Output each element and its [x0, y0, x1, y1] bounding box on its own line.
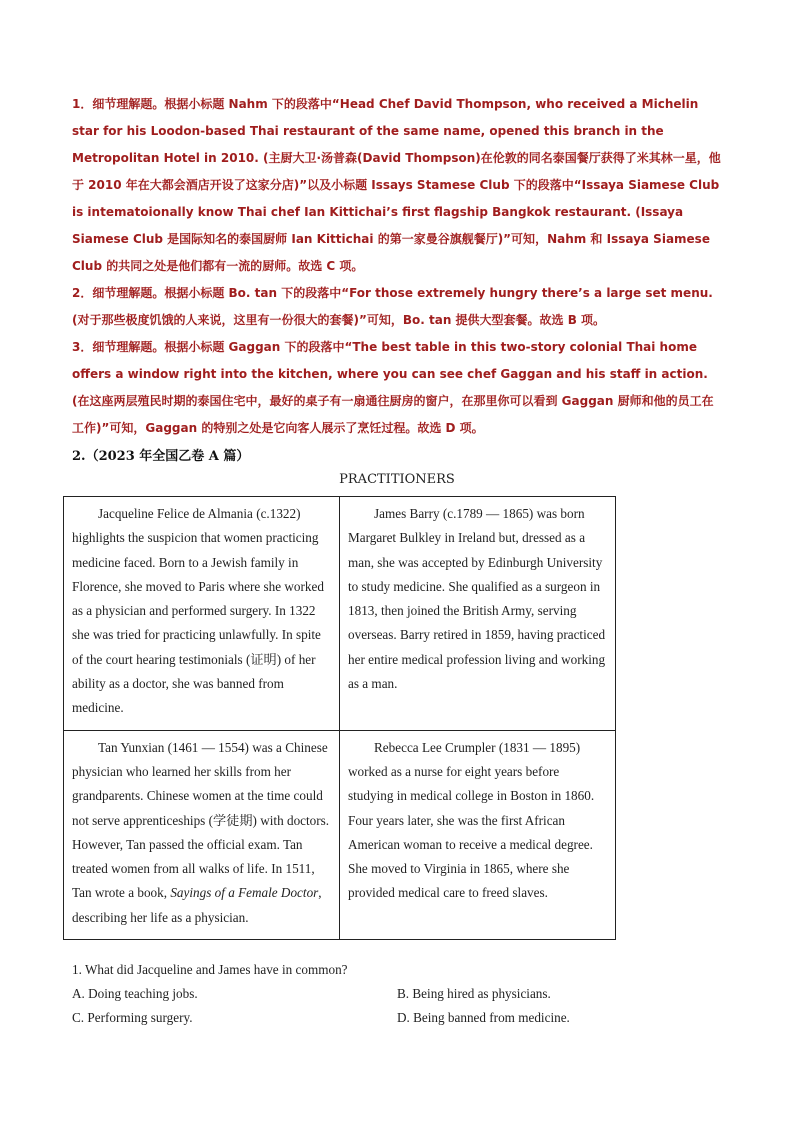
table-row [64, 730, 616, 939]
option-a[interactable]: A. Doing teaching jobs. [72, 986, 198, 1001]
option-d[interactable]: D. Being banned from medicine. [397, 1010, 570, 1025]
practitioner-cell-tan [64, 730, 340, 939]
practitioner-text: Tan Yunxian (1461 — 1554) was a Chinese physician who learned her skills from her grandparents. Chinese women at the time could not serve apprenticeships (学徒期) with doctors. However, Tan passed the official exam. Tan treated women from all walks of life. In 1511, Tan wrote a book, [72, 739, 330, 901]
answer-explanations [72, 91, 722, 442]
answer-options [72, 982, 692, 1030]
practitioner-cell-almania [64, 497, 340, 731]
practitioners-table [63, 496, 616, 940]
practitioner-text-tail: , describing her life as a physician. [72, 885, 322, 925]
practitioner-text: Jacqueline Felice de Almania (c.1322) highlights the suspicion that women practicing medicine faced. Born to a Jewish family in Florence, she moved to Paris where she worked as a physician and performed surgery. In 1322 she was tried for practicing unlawfully. In spite of the court hearing testimonials (证明) of her ability as a doctor, she was banned from medicine. [72, 506, 324, 716]
practitioner-cell-crumpler [340, 730, 616, 939]
option-b[interactable]: B. Being hired as physicians. [397, 986, 551, 1001]
question-stem: 1. What did Jacqueline and James have in common? [72, 962, 348, 977]
answer-explanation-2: 2．细节理解题。根据小标题 Bo. tan 下的段落中“For those extremely hungry there’s a large set menu. (对于那些极度饥饿的人来说，这里有一份很大的套餐)”可知，Bo. tan 提供大型套餐。故选 B 项。 [72, 286, 713, 327]
book-title: Sayings of a Female Doctor [170, 885, 319, 901]
question-block [72, 958, 692, 1030]
passage-title: PRACTITIONERS [339, 472, 455, 487]
practitioner-text: Rebecca Lee Crumpler (1831 — 1895) worked as a nurse for eight years before studying in medical college in Boston in 1860. Four years later, she was the first African American woman to receive a medical degree. She moved to Virginia in 1865, where she provided medical care to freed slaves. [348, 739, 595, 901]
table-row [64, 497, 616, 731]
answer-explanation-1: 1．细节理解题。根据小标题 Nahm 下的段落中“Head Chef David Thompson, who received a Michelin star for his Loodon-based Thai restaurant of the same name, opened this branch in the Metropolitan Hotel in 2010. (主厨大卫·汤普森(David Thompson)在伦敦的同名泰国餐厅获得了米其林一星，他于 2010 年在大都会酒店开设了这家分店)”以及小标题 Issays Stamese Club 下的段落中“Issaya Siamese Club is intematoionally know Thai chef Ian Kittichai’s first flagship Bangkok restaurant. (Issaya Siamese Club 是国际知名的泰国厨师 Ian Kittichai 的第一家曼谷旗舰餐厅)”可知，Nahm 和 Issaya Siamese Club 的共同之处是他们都有一流的厨师。故选 C 项。 [72, 97, 721, 273]
practitioner-cell-barry [340, 497, 616, 731]
question-heading: 2.（2023 年全国乙卷 A 篇） [72, 449, 250, 464]
answer-explanation-3: 3．细节理解题。根据小标题 Gaggan 下的段落中“The best table in this two-story colonial Thai home offers a window right into the kitchen, where you can see chef Gaggan and his staff in action. (在这座两层殖民时期的泰国住宅中，最好的桌子有一扇通往厨房的窗户，在那里你可以看到 Gaggan 厨师和他的员工在工作)”可知，Gaggan 的特别之处是它向客人展示了烹饪过程。故选 D 项。 [72, 340, 714, 435]
practitioner-text: James Barry (c.1789 — 1865) was born Margaret Bulkley in Ireland but, dressed as a man, she was accepted by Edinburgh University to study medicine. She qualified as a surgeon in 1813, then joined the British Army, serving overseas. Barry retired in 1859, having practiced her entire medical profession living and working as a man. [348, 506, 606, 692]
option-c[interactable]: C. Performing surgery. [72, 1010, 193, 1025]
